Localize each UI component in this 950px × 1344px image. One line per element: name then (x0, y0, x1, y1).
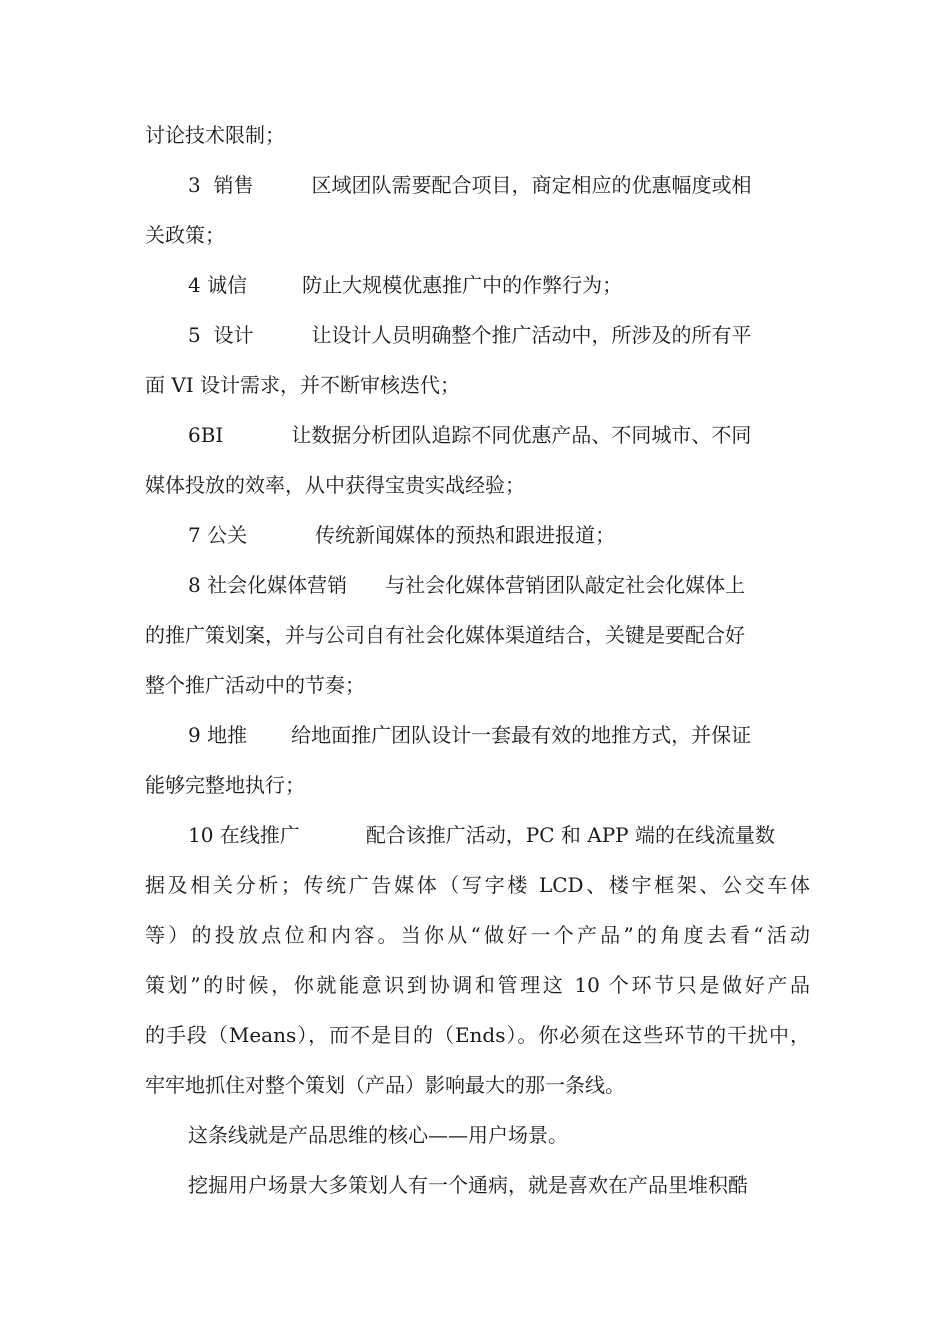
text-line (188, 421, 810, 449)
text-line: 的推广策划案，并与公司自有社会化媒体渠道结合，关键是要配合好 (145, 623, 745, 647)
item-label: 10 在线推广 (188, 823, 300, 847)
text-line: 等）的投放点位和内容。当你从“做好一个产品”的角度去看“活动 (145, 923, 810, 947)
text-line: 挖掘用户场景大多策划人有一个通病，就是喜欢在产品里堆积酷 (188, 1173, 748, 1197)
item-label: 8 社会化媒体营销 (188, 573, 348, 597)
item-label: 3 销售 (188, 173, 254, 197)
item-label: 6BI (188, 423, 224, 447)
item-label: 7 公关 (188, 523, 248, 547)
text-line: 面 VI 设计需求，并不断审核迭代； (145, 373, 461, 397)
text-line: 关政策； (145, 223, 225, 247)
text-line (188, 271, 810, 299)
text-line (188, 571, 810, 599)
text-line: 据及相关分析；传统广告媒体（写字楼 LCD、楼宇框架、公交车体 (145, 873, 810, 897)
item-label: 9 地推 (188, 723, 248, 747)
text-line: 媒体投放的效率，从中获得宝贵实战经验； (145, 473, 525, 497)
text-line (188, 321, 810, 349)
text-line: 牢牢地抓住对整个策划（产品）影响最大的那一条线。 (145, 1073, 625, 1097)
text-line: 讨论技术限制； (145, 123, 285, 147)
item-description: 传统新闻媒体的预热和跟进报道； (315, 523, 616, 547)
text-line (188, 821, 810, 849)
item-description: 让数据分析团队追踪不同优惠产品、不同城市、不同 (291, 423, 752, 447)
text-line: 的手段（Means），而不是目的（Ends）。你必须在这些环节的干扰中， (145, 1023, 810, 1047)
text-line: 这条线就是产品思维的核心——用户场景。 (188, 1123, 568, 1147)
item-description: 给地面推广团队设计一套最有效的地推方式，并保证 (291, 723, 752, 747)
item-description: 与社会化媒体营销团队敲定社会化媒体上 (385, 573, 746, 597)
text-line: 整个推广活动中的节奏； (145, 673, 365, 697)
item-description: 配合该推广活动，PC 和 APP 端的在线流量数 (365, 823, 776, 847)
item-description: 区域团队需要配合项目，商定相应的优惠幅度或相 (311, 173, 752, 197)
item-label: 5 设计 (188, 323, 254, 347)
item-label: 4 诚信 (188, 273, 248, 297)
text-line: 策划”的时候，你就能意识到协调和管理这 10 个环节只是做好产品 (145, 973, 810, 997)
text-line: 能够完整地执行； (145, 773, 305, 797)
item-description: 防止大规模优惠推广中的作弊行为； (302, 273, 623, 297)
item-description: 让设计人员明确整个推广活动中，所涉及的所有平 (311, 323, 752, 347)
text-line (188, 171, 810, 199)
text-line (188, 721, 810, 749)
text-line (188, 521, 810, 549)
